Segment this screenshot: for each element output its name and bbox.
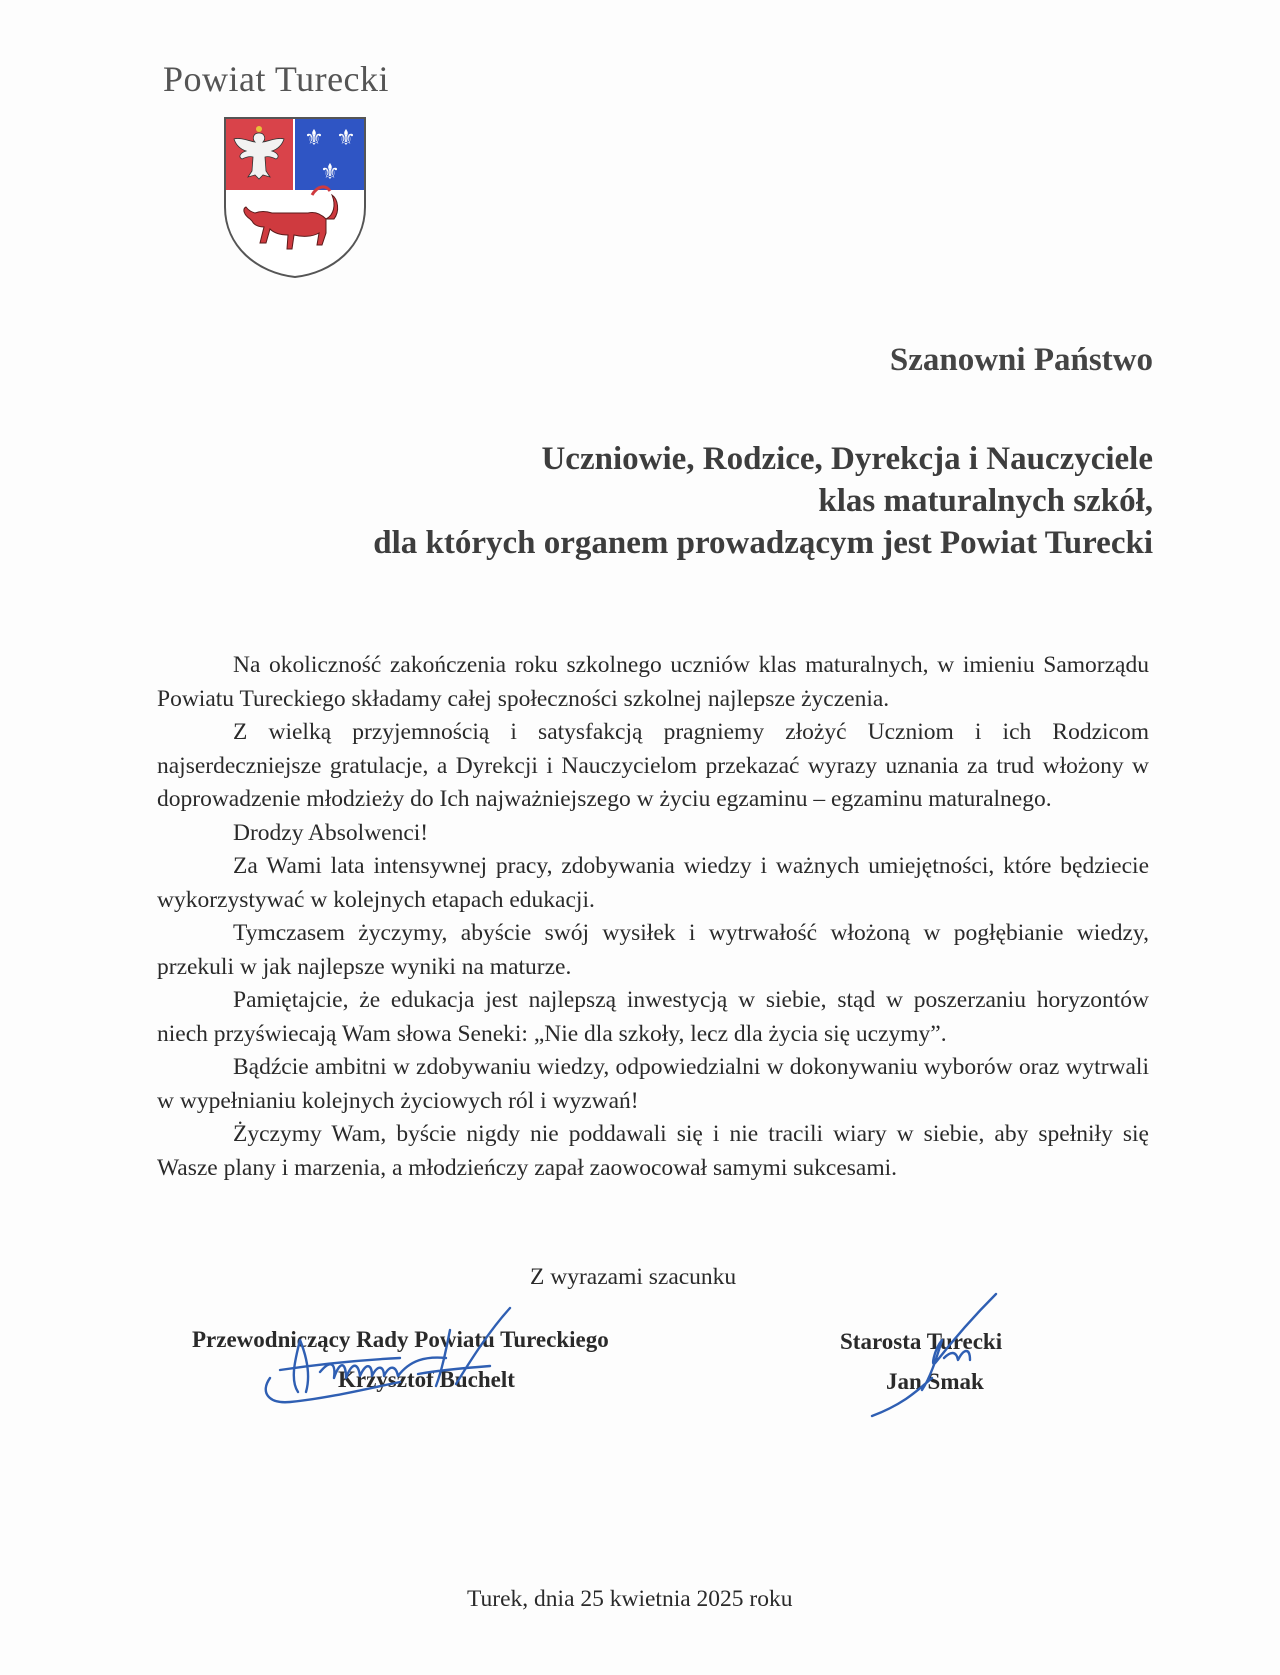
- body-paragraph: Pamiętajcie, że edukacja jest najlepszą inwestycją w siebie, stąd w poszerzaniu horyzontów niech przyświecają Wam słowa Seneki: „Nie dla szkoły, lecz dla życia się uczymy”.: [157, 987, 1149, 1047]
- signatory-name: Krzysztof Buchelt: [338, 1367, 515, 1392]
- organization-name: Powiat Turecki: [163, 59, 390, 99]
- addressee-line: Uczniowie, Rodzice, Dyrekcja i Nauczyciele: [541, 441, 1153, 477]
- salutation: Szanowni Państwo: [889, 342, 1153, 378]
- addressee-line: klas maturalnych szkół,: [818, 483, 1153, 519]
- svg-text:⚜: ⚜: [336, 126, 356, 151]
- svg-text:⚜: ⚜: [320, 160, 340, 185]
- signatory-name: Jan Smak: [886, 1369, 984, 1394]
- signatory-title: Przewodniczący Rady Powiatu Tureckiego: [192, 1327, 609, 1352]
- date-line: Turek, dnia 25 kwietnia 2025 roku: [467, 1586, 793, 1612]
- closing-phrase: Z wyrazami szacunku: [530, 1264, 737, 1290]
- body-paragraph: Z wielką przyjemnością i satysfakcją pragniemy złożyć Uczniom i ich Rodzicom najserdeczniejsze gratulacje, a Dyrekcji i Nauczycielom przekazać wyrazy uznania za trud włożony w doprowadzenie młodzieży do Ich najważniejszego w życiu egzaminu – egzaminu maturalnego.: [157, 719, 1149, 812]
- signatory-title: Starosta Turecki: [840, 1329, 1003, 1354]
- body-paragraph: Życzymy Wam, byście nigdy nie poddawali się i nie tracili wiary w siebie, aby spełniły się Wasze plany i marzenia, a młodzieńczy zapał zaowocował samymi sukcesami.: [157, 1121, 1149, 1181]
- body-paragraph: Za Wami lata intensywnej pracy, zdobywania wiedzy i ważnych umiejętności, które będziecie wykorzystywać w kolejnych etapach edukacji.: [157, 853, 1149, 913]
- body-paragraph: Bądźcie ambitni w zdobywaniu wiedzy, odpowiedzialni w dokonywaniu wyborów oraz wytrwali w wypełnianiu kolejnych życiowych ról i wyzwań!: [157, 1054, 1149, 1114]
- letter-body: [157, 649, 1149, 1185]
- body-paragraph: Na okoliczność zakończenia roku szkolnego uczniów klas maturalnych, w imieniu Samorządu Powiatu Tureckiego składamy całej społeczności szkolnej najlepsze życzenia.: [157, 652, 1149, 712]
- body-paragraph: Tymczasem życzymy, abyście swój wysiłek i wytrwałość włożoną w pogłębianie wiedzy, przekuli w jak najlepsze wyniki na maturze.: [157, 920, 1149, 980]
- svg-text:⚜: ⚜: [304, 126, 324, 151]
- signatory-council-chair: [192, 1327, 609, 1393]
- coat-of-arms-icon: [222, 115, 368, 280]
- body-paragraph: Drodzy Absolwenci!: [233, 819, 429, 846]
- addressee-line: dla których organem prowadzącym jest Powiat Turecki: [373, 525, 1153, 561]
- addressees-block: [153, 438, 1153, 564]
- signatory-starosta: [840, 1329, 1002, 1395]
